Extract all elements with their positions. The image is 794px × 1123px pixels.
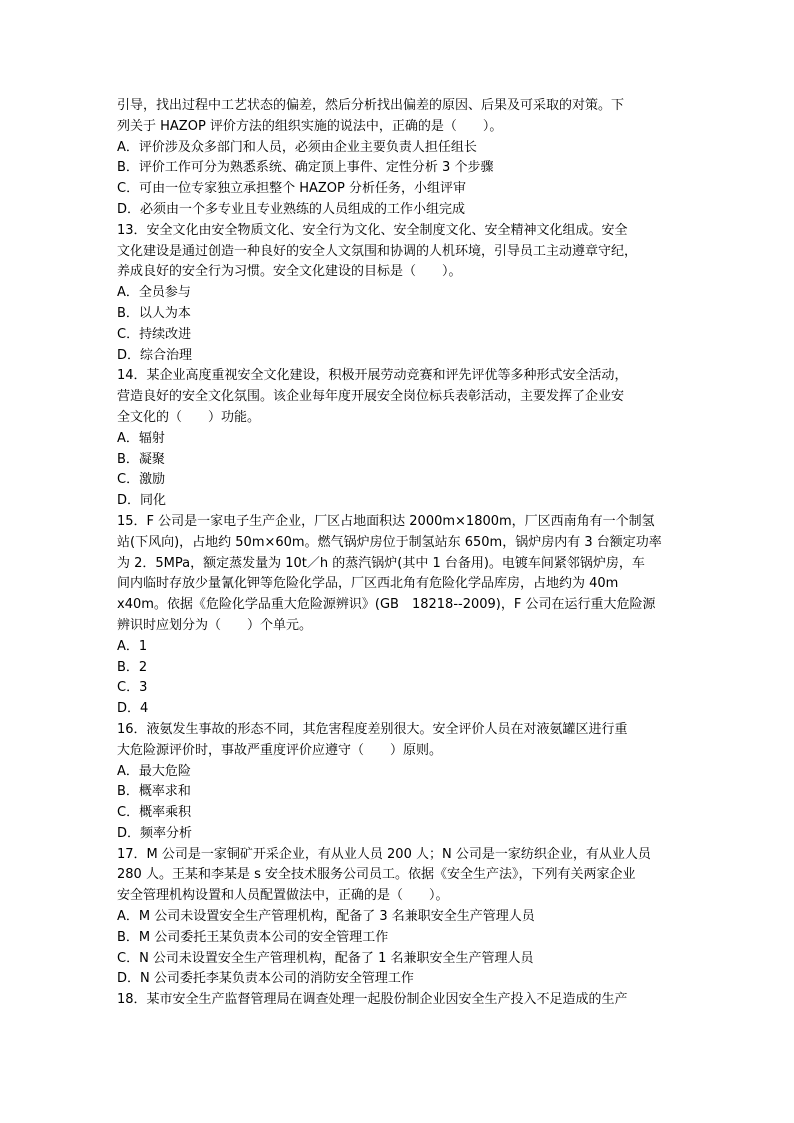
question-17-line: 17．M 公司是一家铜矿开采企业，有从业人员 200 人；N 公司是一家纺织企业，有从业人员 [117,846,651,862]
option-line: D．N 公司委托李某负责本公司的消防安全管理工作 [117,971,414,987]
option-line: C．概率乘积 [117,805,192,821]
question-14-line: 全文化的（ ）功能。 [117,409,261,425]
option-line: D．综合治理 [117,347,193,363]
option-line: A．评价涉及众多部门和人员，必须由企业主要负责人担任组长 [117,139,477,155]
question-14-line: 14．某企业高度重视安全文化建设，积极开展劳动竞赛和评先评优等多种形式安全活动， [117,368,628,384]
question-16-line: 大危险源评价时，事故严重度评价应遵守（ ）原则。 [117,742,443,758]
question-14-line: 营造良好的安全文化氛围。该企业每年度开展安全岗位标兵表彰活动，主要发挥了企业安 [117,389,625,405]
option-line: D．4 [117,701,149,717]
option-line: A．M 公司未设置安全生产管理机构，配备了 3 名兼职安全生产管理人员 [117,909,535,925]
question-13-line: 13．安全文化由安全物质文化、安全行为文化、安全制度文化、安全精神文化组成。安全 [117,222,628,238]
text-line: 引导，找出过程中工艺状态的偏差，然后分析找出偏差的原因、后果及可采取的对策。下 [117,98,625,113]
question-15-line: x40m。依据《危险化学品重大危险源辨识》(GB 18218--2009)，F 公司在运行重大危险源 [117,597,656,613]
question-15-line: 站(下风向)，占地约 50m×60m。燃气锅炉房位于制氢站东 650m，锅炉房内有 3 台额定功率 [117,534,662,550]
question-17-line: 安全管理机构设置和人员配置做法中，正确的是（ ）。 [117,888,449,904]
option-line: C．可由一位专家独立承担整个 HAZOP 分析任务，小组评审 [117,181,466,197]
text-line: 列关于 HAZOP 评价方法的组织实施的说法中，正确的是（ ）。 [117,118,503,134]
option-line: C．激励 [117,472,166,488]
option-line: D．频率分析 [117,825,193,841]
option-line: A．辐射 [117,430,165,446]
question-15-line: 间内临时存放少量氰化钾等危险化学品，厂区西北角有危险化学品库房，占地约为 40m [117,576,619,592]
question-18-line: 18．某市安全生产监督管理局在调查处理一起股份制企业因安全生产投入不足造成的生产 [117,992,628,1008]
option-line: B．M 公司委托王某负责本公司的安全管理工作 [117,929,389,945]
question-13-line: 文化建设是通过创造一种良好的安全人文氛围和协调的人机环境，引导员工主动遵章守纪， [117,243,638,259]
option-line: B．凝聚 [117,451,165,467]
option-line: B．以人为本 [117,305,191,321]
option-line: A．最大危险 [117,763,191,779]
question-15-line: 15．F 公司是一家电子生产企业，厂区占地面积达 2000m×1800m，厂区西南角有一个制氢 [117,513,655,529]
option-line: B．2 [117,659,148,675]
question-17-line: 280 人。王某和李某是 s 安全技术服务公司员工。依据《安全生产法》，下列有关两家企业 [117,867,636,883]
option-line: B．概率求和 [117,784,191,800]
option-line: D．同化 [117,493,167,509]
question-15-line: 为 2．5MPa，额定蒸发量为 10t／h 的蒸汽锅炉(其中 1 台备用)。电镀车间紧邻锅炉房，车 [117,555,645,571]
question-15-line: 辨识时应划分为（ ）个单元。 [117,617,313,633]
option-line: C．3 [117,680,148,696]
option-line: C．持续改进 [117,326,192,342]
option-line: D．必须由一个多专业且专业熟练的人员组成的工作小组完成 [117,201,466,217]
option-line: A．1 [117,638,148,654]
document-page [117,96,680,1011]
option-line: A．全员参与 [117,285,191,301]
question-13-line: 养成良好的安全行为习惯。安全文化建设的目标是（ ）。 [117,264,462,280]
option-line: C．N 公司未设置安全生产管理机构，配备了 1 名兼职安全生产管理人员 [117,950,534,966]
question-16-line: 16．液氨发生事故的形态不同，其危害程度差别很大。安全评价人员在对液氨罐区进行重 [117,721,628,737]
option-line: B．评价工作可分为熟悉系统、确定顶上事件、定性分析 3 个步骤 [117,160,494,176]
